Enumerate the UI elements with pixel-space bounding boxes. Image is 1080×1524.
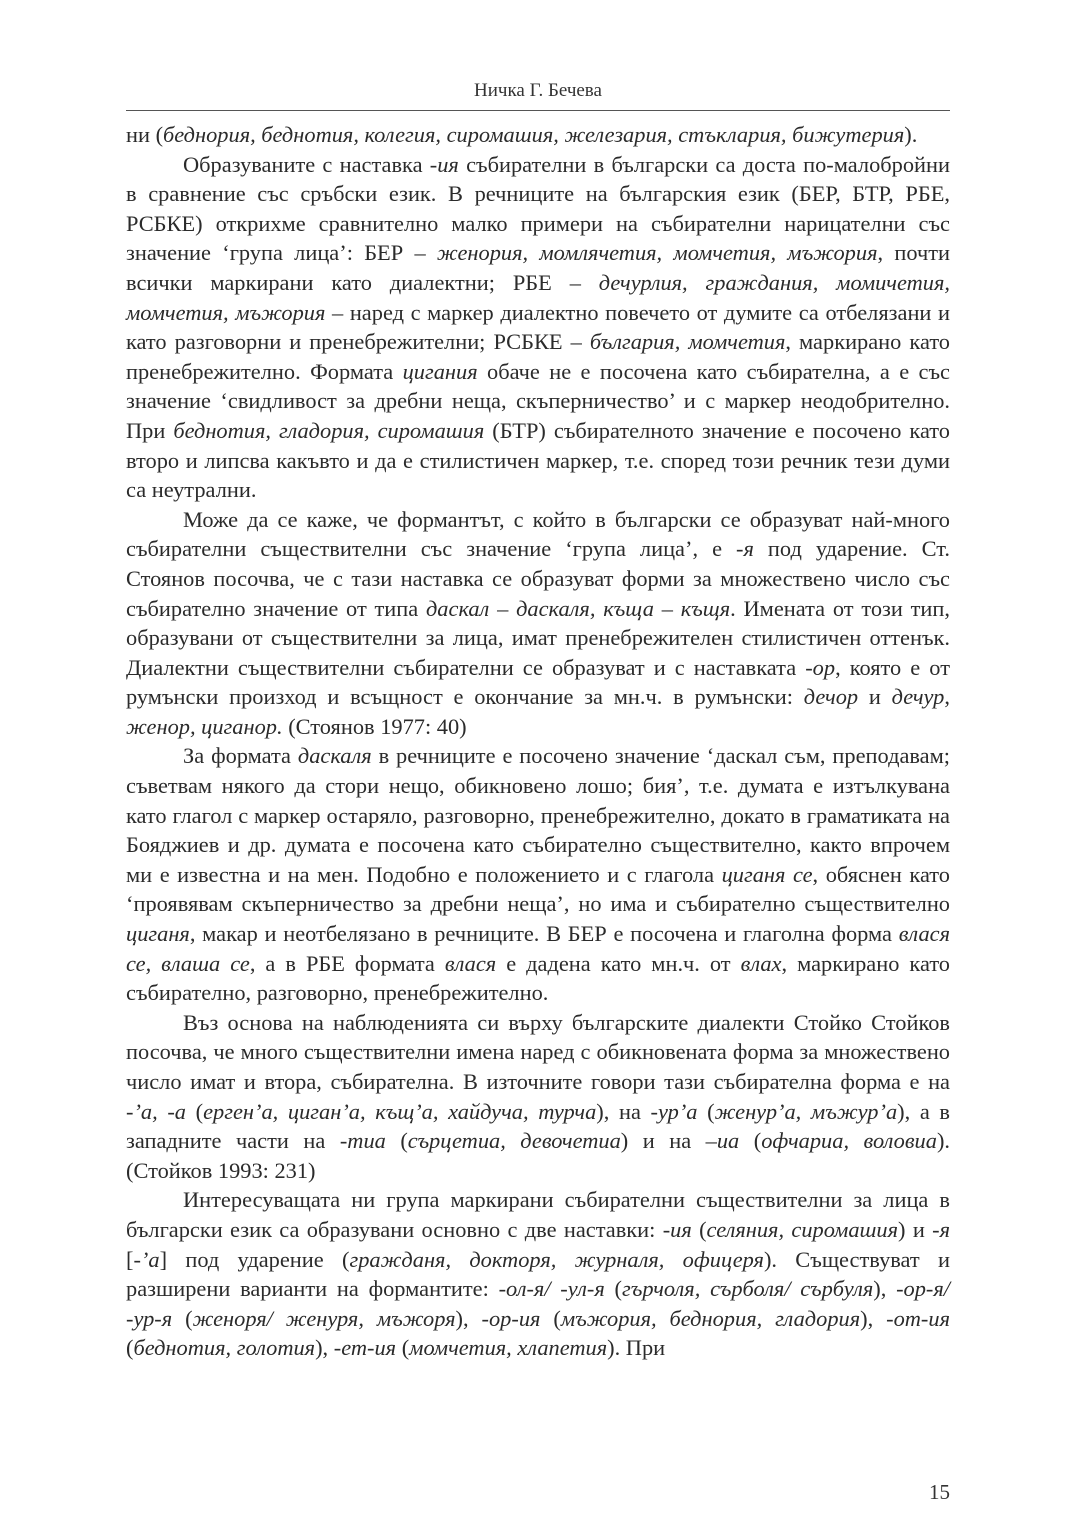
text-run: ни ( (126, 122, 164, 147)
italic-term: -ор-я/ -ур-я (126, 1276, 951, 1331)
text-run: ( (172, 1305, 193, 1331)
paragraph (126, 1008, 950, 1186)
italic-term: ерген’а, циган’а, къщ’а, хайдуча, турча (203, 1098, 597, 1124)
text-run: ( (739, 1128, 762, 1154)
italic-term: цигания (402, 358, 478, 384)
body-text (126, 120, 950, 1363)
paragraph (126, 741, 950, 1007)
text-run: Интересуващата ни група маркирани събирателни съществителни за лица в български език са образувани основно с две наставки: (126, 1187, 950, 1242)
italic-term: женур’а, мъжур’а (714, 1098, 898, 1124)
text-run: ] под ударение ( (159, 1246, 350, 1272)
running-header: Ничка Г. Бечева (474, 80, 602, 101)
text-run: , обяснен като ‘проявявам скъперничество за дребни неща’, но има и събирателно съществително (126, 861, 950, 917)
text-run: в речниците е посочено значение ‘даскал съм, преподавам; съветвам някого да стори нещо, обикновено лошо; бия’, т.е. думата е изтълкувана като глагол с маркер остаряло, разговорно, пренебрежително, докато в граматиката на Бояджиев и др. думата е посочена като събирателно съществително, както впрочем ми е известна и на мен. Подобно е положението и с глагола (126, 743, 950, 887)
text-run: ( (126, 1335, 134, 1361)
italic-term: даскаля (297, 743, 372, 769)
italic-term: -ор-ия (481, 1305, 541, 1331)
text-run: ) и на (620, 1128, 706, 1154)
italic-term: българия, момчетия (589, 329, 786, 355)
paragraph (126, 505, 950, 742)
italic-term: циганя (126, 921, 190, 947)
italic-term: влах (740, 950, 782, 976)
italic-term: -’а, -а (126, 1098, 186, 1124)
italic-term: влася се, влаша се (126, 921, 950, 976)
text-run: под ударение. Ст. Стоянов посочва, че с тази наставка се образуват форми за множествено число със събирателно значение от типа (126, 536, 950, 621)
italic-term: офчариа, воловиа (761, 1128, 937, 1154)
page-number: 15 (929, 1480, 950, 1504)
italic-term: беднотия, гладория, сиромашия (173, 417, 485, 443)
header-rule (126, 110, 950, 111)
text-run: Образуваните с наставка (183, 151, 430, 177)
italic-term: -ур’а (650, 1098, 698, 1124)
text-run: ( (604, 1276, 622, 1302)
italic-term: женоря/ женуря, мъжоря (192, 1305, 456, 1331)
italic-term: –иа (705, 1128, 740, 1154)
italic-term: -от-ия (886, 1305, 950, 1331)
italic-term: -тиа (339, 1128, 386, 1154)
italic-term: -ия (429, 151, 459, 177)
italic-term: момчетия, хлапетия (409, 1335, 608, 1361)
italic-term: -я (932, 1216, 951, 1242)
italic-term: влася (444, 950, 497, 976)
italic-term: дечор (803, 684, 859, 710)
italic-term: циганя се (721, 861, 813, 887)
text-run: – наред с маркер диалектно повечето от думите са отбелязани и като разговорни и пренебрежителни; РСБКЕ – (126, 299, 950, 355)
italic-term: гражданя, докторя, журналя, офицеря (349, 1246, 764, 1272)
text-run: обаче не е посочена като събирателна, а е със значение ‘свидливост за дребни неща, скъперничество’ и с маркер неодобрително. При (126, 358, 950, 443)
text-run: , маркирано като събирателно, разговорно, пренебрежително. (126, 950, 951, 1006)
text-run: , макар и неотбелязано в речниците. В БЕР е посочена и глаголна форма (189, 921, 899, 947)
italic-term: даскал – даскаля, къща – къщя (425, 595, 731, 621)
italic-term: дечурлия, граждания, момичетия, момчетия, мъжория (126, 269, 950, 325)
text-run: ). (904, 122, 918, 147)
paragraph (126, 120, 950, 150)
text-run: , която е от румънски произход и всъщност е окончание за мн.ч. в румънски: (126, 654, 950, 710)
text-run: ) и (898, 1216, 933, 1242)
italic-term: гърчоля, сърболя/ сърбуля (621, 1276, 874, 1302)
text-run: , маркирано като пренебрежително. Формата (126, 329, 951, 384)
italic-term: -ол-я/ -ул-я (498, 1276, 605, 1302)
text-run: , почти всички маркирани като диалектни; РБЕ – (126, 240, 950, 295)
text-run: ( (697, 1098, 715, 1124)
text-run: ). Съществуват и разширени варианти на формантите: (126, 1246, 950, 1302)
text-run: ), (315, 1335, 334, 1361)
text-run: Въз основа на наблюденията си върху българските диалекти Стойко Стойков посочва, че много съществителни имена наред с обикновената форма за множествено число имат и втора, събирателна. В източните говори тази събирателна форма е на (126, 1009, 950, 1094)
text-run: ( (540, 1305, 561, 1331)
text-run: ). При (607, 1335, 666, 1361)
italic-term: дечур (891, 684, 945, 710)
text-run: и (858, 684, 892, 710)
text-run: (БТР) събирателното значение е посочено като второ и липсва какъвто и да е стилистичен маркер, т.е. според този речник тези думи са неутрални. (126, 417, 950, 503)
text-run: е дадена като мн.ч. от (496, 950, 741, 976)
text-run: ), (455, 1305, 482, 1331)
italic-term: -ет-ия (333, 1335, 397, 1361)
italic-term: -я (736, 536, 754, 562)
italic-term: селяния, сиромашия (706, 1216, 899, 1242)
italic-term: ’а (140, 1246, 160, 1272)
text-run: ), а в западните части на (126, 1098, 951, 1154)
text-run: [- (126, 1246, 141, 1272)
italic-term: беднория, беднотия, колегия, сиромашия, железария, стъклария, бижутерия (163, 122, 905, 147)
text-run: . Имената от този тип, образувани от съществителни за лица, имат пренебрежителен стилистичен оттенък. Диалектни съществителни събирателни се образуват и с наставката (126, 595, 950, 680)
text-run: (Стоянов 1977: 40) (282, 713, 467, 739)
text-run: ), (873, 1276, 897, 1302)
italic-term: -ор (805, 654, 836, 680)
paragraph (126, 1185, 950, 1363)
text-run: За формата (183, 743, 298, 769)
italic-term: мъжория, беднория, гладория (560, 1305, 861, 1331)
italic-term: женория, момлячетия, момчетия, мъжория (436, 240, 878, 266)
italic-term: -ия (662, 1216, 692, 1242)
text-run: ). (Стойков 1993: 231) (126, 1128, 951, 1183)
paragraph (126, 150, 950, 505)
text-run: , (944, 684, 950, 710)
text-run: ( (186, 1098, 204, 1124)
text-run: ( (691, 1216, 707, 1242)
text-run: ( (385, 1128, 408, 1154)
text-run: събирателни в български са доста по-малобройни в сравнение със сръбски език. В речниците на българския език (БЕР, БТР, РБЕ, РСБКЕ) открихме сравнително малко примери на събирателни нарицателни със значение ‘група лица’: БЕР – (126, 151, 951, 266)
italic-term: сърцетиа, девочетиа (407, 1128, 621, 1154)
italic-term: беднотия, голотия (133, 1335, 316, 1361)
text-run: ( (396, 1335, 410, 1361)
text-run: , а в РБЕ формата (249, 950, 445, 976)
text-run: Може да се каже, че формантът, с който в български се образуват най-много събирателни съществителни със значение ‘група лица’, е (126, 506, 950, 562)
text-run: ), (860, 1305, 887, 1331)
italic-term: женор, циганор. (126, 713, 283, 739)
text-run: ), на (596, 1098, 651, 1124)
